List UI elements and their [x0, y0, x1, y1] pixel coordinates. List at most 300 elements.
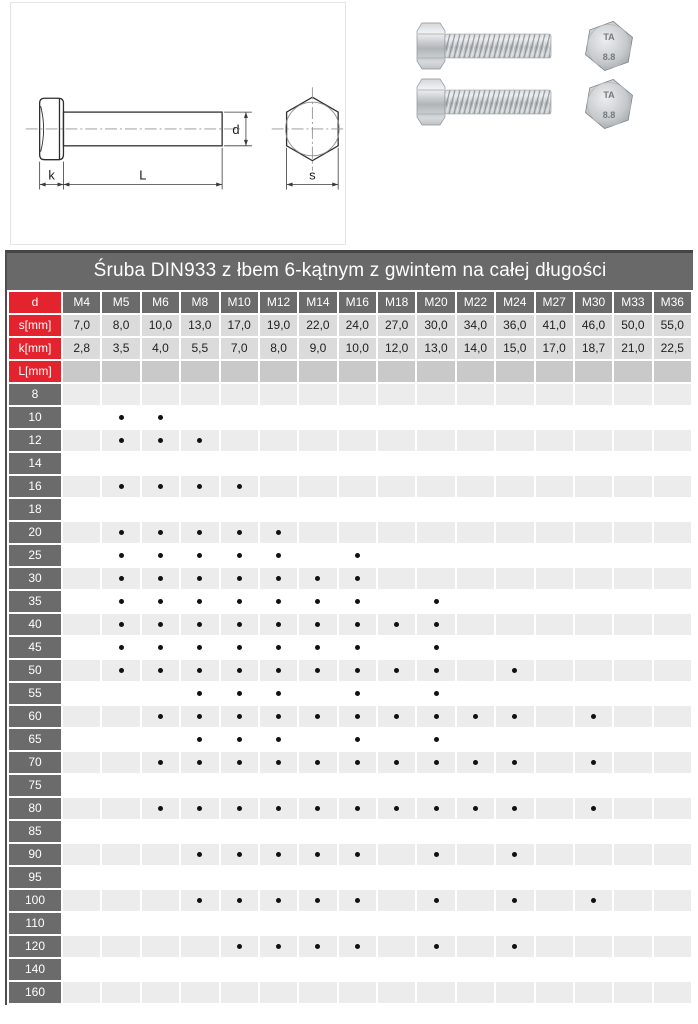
avail-cell-90-M36: [654, 844, 691, 865]
avail-cell-8-M24: [496, 384, 533, 405]
avail-cell-85-M33: [614, 821, 651, 842]
avail-cell-160-M5: [102, 982, 139, 1003]
avail-cell-70-M10: [221, 752, 258, 773]
availability-dot: [355, 576, 360, 581]
avail-cell-10-M4: [63, 407, 100, 428]
availability-dot: [197, 576, 202, 581]
length-label-60: 60: [9, 706, 61, 727]
availability-dot: [276, 760, 281, 765]
avail-cell-30-M5: [102, 568, 139, 589]
length-label-35: 35: [9, 591, 61, 612]
avail-cell-120-M24: [496, 936, 533, 957]
avail-cell-55-M20: [417, 683, 454, 704]
avail-cell-75-M22: [457, 775, 494, 796]
k-value-M24: 15,0: [496, 338, 533, 359]
length-row-55: [9, 683, 691, 704]
availability-dot: [237, 806, 242, 811]
avail-cell-14-M22: [457, 453, 494, 474]
avail-cell-90-M5: [102, 844, 139, 865]
length-row-20: [9, 522, 691, 543]
s-value-M12: 19,0: [260, 315, 297, 336]
avail-cell-140-M33: [614, 959, 651, 980]
avail-cell-75-M33: [614, 775, 651, 796]
availability-dot: [512, 760, 517, 765]
avail-cell-50-M6: [142, 660, 179, 681]
avail-cell-95-M30: [575, 867, 612, 888]
avail-cell-45-M18: [378, 637, 415, 658]
availability-dot: [119, 553, 124, 558]
availability-dot: [434, 852, 439, 857]
avail-cell-70-M4: [63, 752, 100, 773]
avail-cell-45-M4: [63, 637, 100, 658]
avail-cell-120-M30: [575, 936, 612, 957]
avail-cell-16-M8: [181, 476, 218, 497]
availability-dot: [237, 553, 242, 558]
avail-cell-20-M4: [63, 522, 100, 543]
avail-cell-45-M10: [221, 637, 258, 658]
avail-cell-110-M14: [299, 913, 336, 934]
avail-cell-120-M18: [378, 936, 415, 957]
k-value-M27: 17,0: [536, 338, 573, 359]
length-row-90: [9, 844, 691, 865]
avail-cell-160-M22: [457, 982, 494, 1003]
avail-cell-14-M20: [417, 453, 454, 474]
k-value-M30: 18,7: [575, 338, 612, 359]
avail-cell-70-M30: [575, 752, 612, 773]
availability-dot: [355, 553, 360, 558]
avail-cell-95-M36: [654, 867, 691, 888]
avail-cell-55-M22: [457, 683, 494, 704]
col-header-M5: M5: [102, 292, 139, 313]
availability-dot: [197, 760, 202, 765]
avail-cell-55-M27: [536, 683, 573, 704]
avail-cell-75-M5: [102, 775, 139, 796]
avail-cell-40-M14: [299, 614, 336, 635]
avail-cell-120-M12: [260, 936, 297, 957]
avail-cell-90-M12: [260, 844, 297, 865]
availability-dot: [434, 599, 439, 604]
availability-dot: [355, 668, 360, 673]
k-value-M18: 12,0: [378, 338, 415, 359]
avail-cell-80-M27: [536, 798, 573, 819]
avail-cell-110-M22: [457, 913, 494, 934]
availability-dot: [158, 438, 163, 443]
avail-cell-40-M24: [496, 614, 533, 635]
length-row-45: [9, 637, 691, 658]
avail-cell-90-M16: [339, 844, 376, 865]
avail-cell-110-M33: [614, 913, 651, 934]
avail-cell-40-M33: [614, 614, 651, 635]
s-value-M5: 8,0: [102, 315, 139, 336]
s-value-M20: 30,0: [417, 315, 454, 336]
availability-dot: [158, 576, 163, 581]
avail-cell-12-M30: [575, 430, 612, 451]
availability-dot: [355, 944, 360, 949]
availability-dot: [276, 944, 281, 949]
avail-cell-120-M5: [102, 936, 139, 957]
availability-dot: [276, 530, 281, 535]
avail-cell-80-M16: [339, 798, 376, 819]
avail-cell-80-M12: [260, 798, 297, 819]
avail-cell-80-M8: [181, 798, 218, 819]
avail-cell-14-M12: [260, 453, 297, 474]
avail-cell-14-M8: [181, 453, 218, 474]
availability-dot: [237, 576, 242, 581]
avail-cell-140-M24: [496, 959, 533, 980]
availability-dot: [237, 714, 242, 719]
length-label-40: 40: [9, 614, 61, 635]
avail-cell-160-M30: [575, 982, 612, 1003]
length-label-160: 160: [9, 982, 61, 1003]
avail-cell-45-M8: [181, 637, 218, 658]
length-row-75: [9, 775, 691, 796]
length-row-25: [9, 545, 691, 566]
availability-dot: [237, 530, 242, 535]
avail-cell-85-M24: [496, 821, 533, 842]
availability-dot: [434, 806, 439, 811]
avail-cell-90-M8: [181, 844, 218, 865]
avail-cell-18-M36: [654, 499, 691, 520]
avail-cell-60-M12: [260, 706, 297, 727]
availability-dot: [197, 553, 202, 558]
availability-dot: [355, 852, 360, 857]
avail-cell-16-M16: [339, 476, 376, 497]
availability-dot: [197, 714, 202, 719]
avail-cell-10-M33: [614, 407, 651, 428]
avail-cell-45-M22: [457, 637, 494, 658]
avail-cell-45-M5: [102, 637, 139, 658]
availability-dot: [276, 576, 281, 581]
avail-cell-45-M33: [614, 637, 651, 658]
avail-cell-8-M16: [339, 384, 376, 405]
avail-cell-14-M16: [339, 453, 376, 474]
avail-cell-35-M14: [299, 591, 336, 612]
availability-dot: [315, 898, 320, 903]
avail-cell-12-M6: [142, 430, 179, 451]
length-label-8: 8: [9, 384, 61, 405]
s-value-M36: 55,0: [654, 315, 691, 336]
avail-cell-90-M33: [614, 844, 651, 865]
avail-cell-10-M12: [260, 407, 297, 428]
avail-cell-75-M14: [299, 775, 336, 796]
avail-cell-30-M27: [536, 568, 573, 589]
avail-cell-30-M30: [575, 568, 612, 589]
availability-dot: [276, 806, 281, 811]
avail-cell-10-M18: [378, 407, 415, 428]
avail-cell-75-M6: [142, 775, 179, 796]
bolt-head-photo-1: [586, 21, 633, 70]
availability-dot: [434, 944, 439, 949]
avail-cell-90-M6: [142, 844, 179, 865]
length-label-140: 140: [9, 959, 61, 980]
avail-cell-45-M12: [260, 637, 297, 658]
avail-cell-65-M20: [417, 729, 454, 750]
avail-cell-85-M5: [102, 821, 139, 842]
avail-cell-100-M8: [181, 890, 218, 911]
avail-cell-12-M5: [102, 430, 139, 451]
availability-dot: [197, 852, 202, 857]
col-header-M33: M33: [614, 292, 651, 313]
avail-cell-120-M20: [417, 936, 454, 957]
avail-cell-140-M22: [457, 959, 494, 980]
availability-dot: [591, 898, 596, 903]
avail-cell-12-M24: [496, 430, 533, 451]
k-value-M6: 4,0: [142, 338, 179, 359]
avail-cell-25-M18: [378, 545, 415, 566]
col-header-M30: M30: [575, 292, 612, 313]
avail-cell-75-M10: [221, 775, 258, 796]
avail-cell-120-M10: [221, 936, 258, 957]
availability-dot: [512, 668, 517, 673]
avail-cell-65-M8: [181, 729, 218, 750]
avail-cell-25-M22: [457, 545, 494, 566]
avail-cell-65-M30: [575, 729, 612, 750]
length-row-85: [9, 821, 691, 842]
avail-cell-20-M5: [102, 522, 139, 543]
avail-cell-8-M14: [299, 384, 336, 405]
avail-cell-75-M24: [496, 775, 533, 796]
availability-dot: [276, 852, 281, 857]
avail-cell-8-M5: [102, 384, 139, 405]
length-label-65: 65: [9, 729, 61, 750]
s-value-M14: 22,0: [299, 315, 336, 336]
avail-cell-10-M36: [654, 407, 691, 428]
avail-cell-160-M6: [142, 982, 179, 1003]
avail-cell-160-M10: [221, 982, 258, 1003]
avail-cell-85-M22: [457, 821, 494, 842]
availability-dot: [315, 668, 320, 673]
avail-cell-20-M6: [142, 522, 179, 543]
row-header-s: s[mm]: [9, 315, 61, 336]
avail-cell-80-M24: [496, 798, 533, 819]
avail-cell-55-M6: [142, 683, 179, 704]
avail-cell-160-M24: [496, 982, 533, 1003]
col-header-M20: M20: [417, 292, 454, 313]
avail-cell-100-M24: [496, 890, 533, 911]
avail-cell-95-M20: [417, 867, 454, 888]
avail-cell-25-M16: [339, 545, 376, 566]
avail-cell-110-M5: [102, 913, 139, 934]
avail-cell-70-M6: [142, 752, 179, 773]
avail-cell-160-M14: [299, 982, 336, 1003]
avail-cell-65-M18: [378, 729, 415, 750]
length-label-85: 85: [9, 821, 61, 842]
availability-dot: [315, 645, 320, 650]
avail-cell-16-M33: [614, 476, 651, 497]
length-header-spacer: [299, 361, 336, 382]
dim-label-L: L: [139, 167, 147, 183]
availability-dot: [158, 484, 163, 489]
avail-cell-10-M22: [457, 407, 494, 428]
k-value-M22: 14,0: [457, 338, 494, 359]
k-value-M14: 9,0: [299, 338, 336, 359]
length-label-50: 50: [9, 660, 61, 681]
avail-cell-50-M10: [221, 660, 258, 681]
avail-cell-30-M22: [457, 568, 494, 589]
avail-cell-16-M14: [299, 476, 336, 497]
avail-cell-95-M4: [63, 867, 100, 888]
availability-dot: [237, 852, 242, 857]
availability-dot: [315, 760, 320, 765]
col-header-M14: M14: [299, 292, 336, 313]
avail-cell-18-M12: [260, 499, 297, 520]
avail-cell-80-M6: [142, 798, 179, 819]
availability-dot: [512, 898, 517, 903]
avail-cell-60-M22: [457, 706, 494, 727]
avail-cell-50-M30: [575, 660, 612, 681]
avail-cell-75-M4: [63, 775, 100, 796]
avail-cell-20-M14: [299, 522, 336, 543]
availability-dot: [355, 691, 360, 696]
avail-cell-85-M14: [299, 821, 336, 842]
avail-cell-50-M12: [260, 660, 297, 681]
avail-cell-80-M30: [575, 798, 612, 819]
avail-cell-18-M5: [102, 499, 139, 520]
avail-cell-14-M10: [221, 453, 258, 474]
avail-cell-25-M33: [614, 545, 651, 566]
avail-cell-50-M18: [378, 660, 415, 681]
avail-cell-20-M30: [575, 522, 612, 543]
avail-cell-160-M4: [63, 982, 100, 1003]
avail-cell-120-M16: [339, 936, 376, 957]
avail-cell-25-M20: [417, 545, 454, 566]
length-label-70: 70: [9, 752, 61, 773]
avail-cell-70-M14: [299, 752, 336, 773]
avail-cell-8-M20: [417, 384, 454, 405]
avail-cell-140-M4: [63, 959, 100, 980]
avail-cell-100-M30: [575, 890, 612, 911]
avail-cell-25-M14: [299, 545, 336, 566]
avail-cell-100-M36: [654, 890, 691, 911]
length-row-140: [9, 959, 691, 980]
avail-cell-60-M5: [102, 706, 139, 727]
length-header-spacer: [102, 361, 139, 382]
length-header-spacer: [654, 361, 691, 382]
availability-dot: [197, 622, 202, 627]
col-header-M22: M22: [457, 292, 494, 313]
corner-header-d: d: [9, 292, 61, 313]
length-header-spacer: [63, 361, 100, 382]
length-header-spacer: [417, 361, 454, 382]
avail-cell-110-M8: [181, 913, 218, 934]
length-row-80: [9, 798, 691, 819]
avail-cell-45-M20: [417, 637, 454, 658]
avail-cell-45-M36: [654, 637, 691, 658]
length-row-50: [9, 660, 691, 681]
availability-dot: [355, 622, 360, 627]
length-label-95: 95: [9, 867, 61, 888]
avail-cell-18-M18: [378, 499, 415, 520]
avail-cell-10-M8: [181, 407, 218, 428]
availability-dot: [591, 806, 596, 811]
avail-cell-16-M20: [417, 476, 454, 497]
avail-cell-60-M33: [614, 706, 651, 727]
avail-cell-40-M27: [536, 614, 573, 635]
availability-dot: [434, 668, 439, 673]
avail-cell-55-M16: [339, 683, 376, 704]
avail-cell-18-M20: [417, 499, 454, 520]
avail-cell-85-M10: [221, 821, 258, 842]
availability-dot: [158, 806, 163, 811]
avail-cell-75-M18: [378, 775, 415, 796]
length-label-100: 100: [9, 890, 61, 911]
technical-drawing: [10, 2, 346, 245]
avail-cell-16-M4: [63, 476, 100, 497]
avail-cell-10-M30: [575, 407, 612, 428]
avail-cell-8-M30: [575, 384, 612, 405]
s-value-M24: 36,0: [496, 315, 533, 336]
avail-cell-35-M24: [496, 591, 533, 612]
avail-cell-100-M12: [260, 890, 297, 911]
avail-cell-70-M20: [417, 752, 454, 773]
avail-cell-40-M8: [181, 614, 218, 635]
length-row-18: [9, 499, 691, 520]
availability-dot: [276, 898, 281, 903]
avail-cell-65-M6: [142, 729, 179, 750]
avail-cell-12-M4: [63, 430, 100, 451]
availability-dot: [237, 737, 242, 742]
length-label-10: 10: [9, 407, 61, 428]
avail-cell-120-M4: [63, 936, 100, 957]
table-title: Śruba DIN933 z łbem 6-kątnym z gwintem na całej długości: [7, 253, 693, 290]
avail-cell-40-M20: [417, 614, 454, 635]
avail-cell-110-M6: [142, 913, 179, 934]
length-label-18: 18: [9, 499, 61, 520]
avail-cell-70-M16: [339, 752, 376, 773]
length-header-spacer: [221, 361, 258, 382]
avail-cell-30-M24: [496, 568, 533, 589]
length-label-45: 45: [9, 637, 61, 658]
length-header-spacer: [260, 361, 297, 382]
avail-cell-120-M14: [299, 936, 336, 957]
avail-cell-18-M27: [536, 499, 573, 520]
avail-cell-60-M27: [536, 706, 573, 727]
avail-cell-95-M10: [221, 867, 258, 888]
avail-cell-16-M18: [378, 476, 415, 497]
dim-label-s: s: [309, 167, 316, 183]
avail-cell-110-M18: [378, 913, 415, 934]
avail-cell-90-M10: [221, 844, 258, 865]
avail-cell-60-M16: [339, 706, 376, 727]
availability-dot: [276, 691, 281, 696]
avail-cell-140-M5: [102, 959, 139, 980]
availability-dot: [158, 668, 163, 673]
avail-cell-25-M24: [496, 545, 533, 566]
avail-cell-50-M5: [102, 660, 139, 681]
avail-cell-35-M16: [339, 591, 376, 612]
s-value-M18: 27,0: [378, 315, 415, 336]
avail-cell-60-M6: [142, 706, 179, 727]
s-value-M30: 46,0: [575, 315, 612, 336]
avail-cell-60-M36: [654, 706, 691, 727]
avail-cell-70-M36: [654, 752, 691, 773]
avail-cell-100-M4: [63, 890, 100, 911]
avail-cell-25-M36: [654, 545, 691, 566]
avail-cell-100-M18: [378, 890, 415, 911]
avail-cell-160-M20: [417, 982, 454, 1003]
avail-cell-12-M16: [339, 430, 376, 451]
avail-cell-35-M30: [575, 591, 612, 612]
bolt-dimension-diagram: [11, 3, 345, 244]
avail-cell-95-M5: [102, 867, 139, 888]
avail-cell-18-M24: [496, 499, 533, 520]
availability-dot: [315, 852, 320, 857]
availability-dot: [473, 714, 478, 719]
product-photos: [405, 5, 695, 135]
availability-dot: [434, 691, 439, 696]
avail-cell-160-M33: [614, 982, 651, 1003]
avail-cell-75-M27: [536, 775, 573, 796]
